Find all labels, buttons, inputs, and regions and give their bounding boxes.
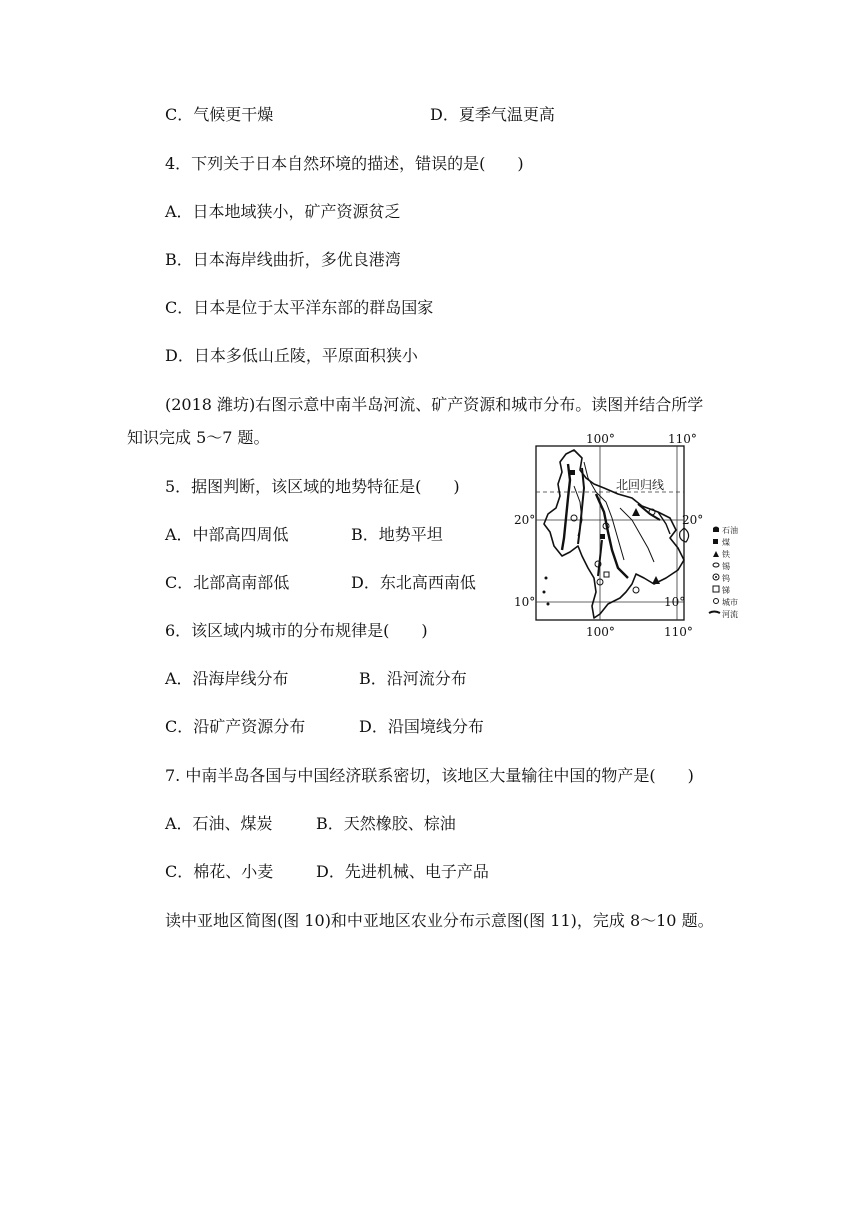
q6-stem: 6．该区域内城市的分布规律是( ) (165, 621, 428, 640)
iron-symbol (652, 576, 660, 584)
salween-river (578, 468, 584, 544)
label-lon-110-top: 110° (668, 432, 697, 446)
legend-city-icon (714, 599, 719, 604)
q5-option-b: B．地势平坦 (351, 525, 443, 544)
q4-option-a: A．日本地域狭小，矿产资源贫乏 (165, 202, 401, 221)
q4-option-d: D．日本多低山丘陵，平原面积狭小 (165, 346, 418, 365)
legend-coal: 煤 (722, 538, 730, 547)
q4-option-b: B．日本海岸线曲折，多优良港湾 (165, 250, 401, 269)
intro-5-7-line1: (2018 潍坊)右图示意中南半岛河流、矿产资源和城市分布。读图并结合所学 (165, 395, 704, 414)
legend-oil: 石油 (722, 526, 738, 535)
q3-option-c: C．气候更干燥 (165, 105, 274, 124)
legend-tin-icon (713, 563, 719, 567)
label-lon-110-bottom: 110° (664, 625, 693, 639)
intro-8-10: 读中亚地区简图(图 10)和中亚地区农业分布示意图(图 11)，完成 8～10 题。 (165, 911, 714, 930)
label-lat-20-right: 20° (682, 513, 704, 527)
legend-antimony-icon (713, 586, 719, 592)
q3-option-d: D．夏季气温更高 (430, 105, 555, 124)
border-line-2 (620, 508, 654, 562)
q5-option-a: A．中部高四周低 (165, 525, 289, 544)
label-lat-10-left: 10° (514, 595, 536, 609)
legend-iron: 铁 (722, 550, 730, 559)
q7-option-d: D．先进机械、电子产品 (316, 862, 489, 881)
island-dot (545, 577, 548, 580)
legend-river-icon (709, 612, 720, 614)
legend-city: 城市 (722, 598, 738, 607)
iron-symbol (632, 508, 640, 516)
indochina-map (508, 428, 758, 640)
label-lat-10-right: 10° (664, 595, 686, 609)
q7-option-b: B．天然橡胶、棕油 (316, 814, 456, 833)
coal-symbol (570, 470, 575, 475)
legend-tin: 锡 (722, 562, 730, 571)
legend-antimony: 锑 (722, 586, 730, 595)
city-symbol (633, 587, 639, 593)
q4-stem: 4．下列关于日本自然环境的描述，错误的是( ) (165, 154, 524, 173)
q6-option-b: B．沿河流分布 (359, 669, 467, 688)
label-lon-100-top: 100° (586, 432, 615, 446)
island-dot (543, 591, 546, 594)
label-tropic: 北回归线 (616, 478, 665, 492)
q7-option-a: A．石油、煤炭 (165, 814, 273, 833)
q5-option-c: C．北部高南部低 (165, 573, 290, 592)
legend-tungsten-dot (715, 576, 717, 578)
coal-symbol (600, 534, 605, 539)
q7-stem: 7. 中南半岛各国与中国经济联系密切，该地区大量输往中国的物产是( ) (165, 766, 694, 785)
q5-stem: 5．据图判断，该区域的地势特征是( ) (165, 477, 460, 496)
q5-option-d: D．东北高西南低 (351, 573, 476, 592)
legend-coal-icon (713, 539, 718, 544)
antimony-symbol (604, 572, 609, 577)
island-dot (547, 603, 550, 606)
q4-option-c: C．日本是位于太平洋东部的群岛国家 (165, 298, 434, 317)
label-lon-100-bottom: 100° (586, 625, 615, 639)
irrawaddy-river (562, 464, 570, 550)
legend-iron-icon (713, 551, 719, 557)
label-lat-20-left: 20° (514, 513, 536, 527)
legend-tungsten: 钨 (722, 574, 730, 583)
map-frame (536, 446, 684, 620)
q6-option-c: C．沿矿产资源分布 (165, 717, 306, 736)
legend-river: 河流 (722, 610, 738, 619)
legend-oil-icon (713, 527, 719, 533)
q7-option-c: C．棉花、小麦 (165, 862, 274, 881)
intro-5-7-line2: 知识完成 5～7 题。 (127, 428, 270, 447)
map-legend (709, 525, 738, 619)
q6-option-d: D．沿国境线分布 (359, 717, 484, 736)
q6-option-a: A．沿海岸线分布 (165, 669, 289, 688)
